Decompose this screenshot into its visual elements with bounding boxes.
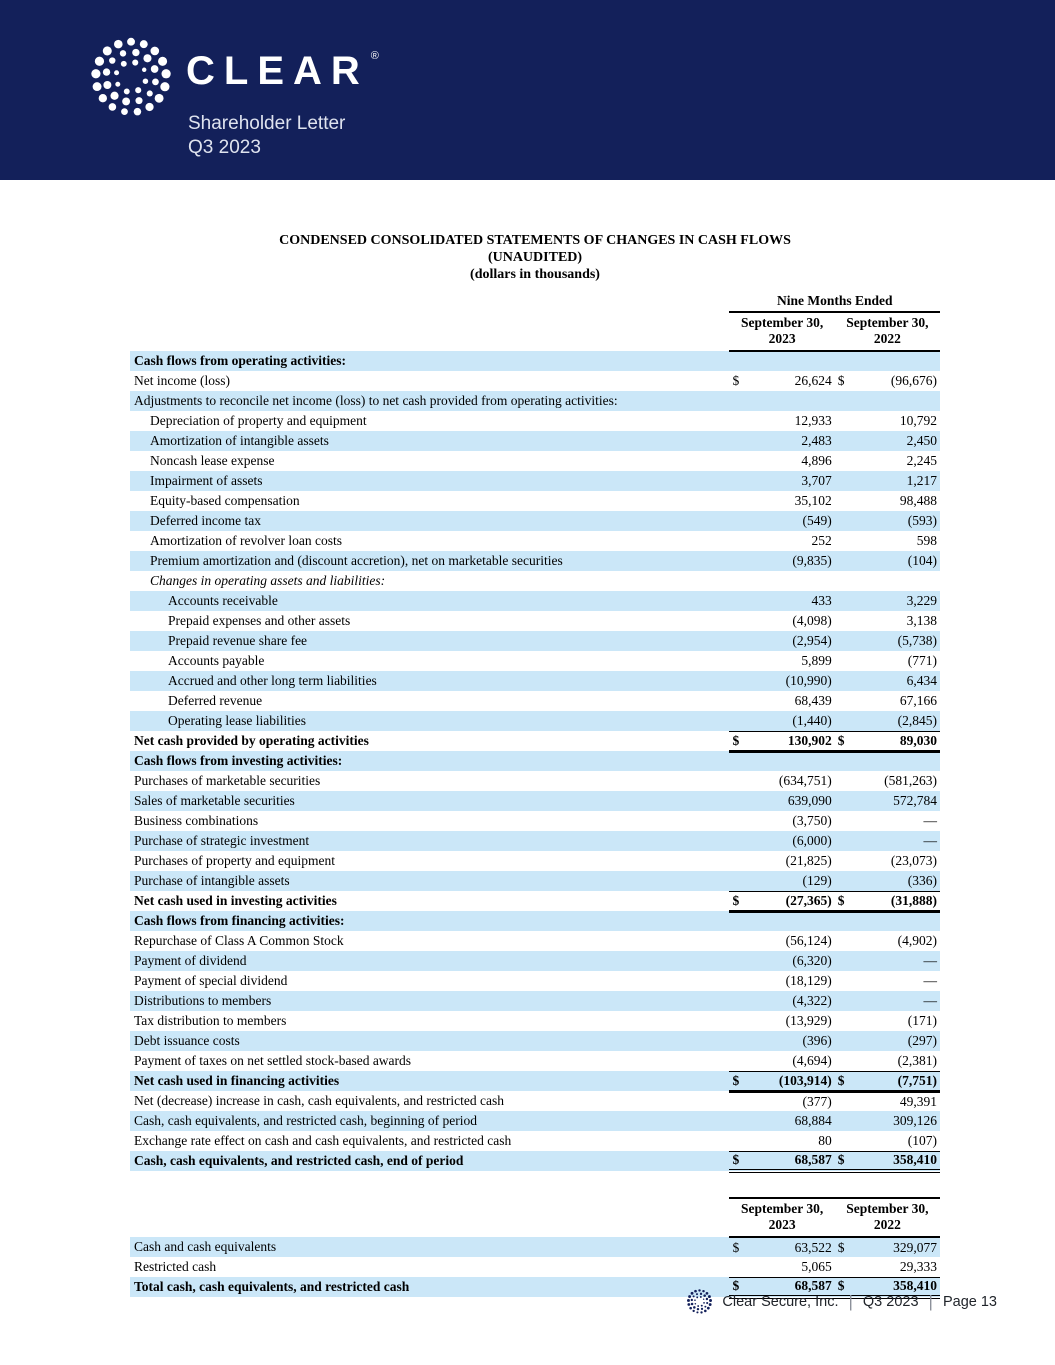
row-label: Restricted cash [134,1259,217,1274]
row-label: Payment of special dividend [134,973,288,988]
value-2023: 5,065 [801,1258,832,1274]
row-label: Purchases of marketable securities [134,773,321,788]
value-2023: (21,825) [785,853,832,868]
value-2023: (6,320) [792,953,832,968]
currency-cell-2023 [729,551,745,571]
value-2022: 358,410 [851,1277,940,1297]
table-row [130,851,940,871]
currency-cell-2022 [835,451,851,471]
table-row [130,1237,940,1257]
row-label: Purchases of property and equipment [134,853,335,868]
row-label: Equity-based compensation [150,493,300,508]
currency-cell-2022 [835,651,851,671]
value-2023: (4,694) [792,1052,832,1068]
value-2023 [746,571,835,591]
currency-cell-2022 [835,871,851,891]
value-2022 [851,351,940,371]
column-header-2022: September 30, 2022 [835,1198,940,1237]
value-2022 [851,391,940,411]
value-2022: 329,077 [893,1239,937,1255]
value-2023: (6,000) [792,833,832,848]
currency-cell-2023 [729,1051,745,1071]
value-2023: (549) [802,513,832,528]
value-2022: 29,333 [899,1258,937,1274]
currency-cell-2023 [729,471,745,491]
table-row [130,751,940,771]
row-label: Net (decrease) increase in cash, cash equivalents, and restricted cash [134,1093,504,1108]
brand-band [0,0,1055,180]
currency-cell-2023 [729,491,745,511]
value-2023: 63,522 [794,1239,832,1255]
table-row [130,691,940,711]
currency-cell-2023 [729,991,745,1011]
column-header-row [130,1198,940,1237]
currency-cell-2023 [729,1091,745,1111]
row-label: Cash and cash equivalents [134,1239,277,1254]
currency-cell-2022 [835,411,851,431]
value-2022: (107) [907,1132,937,1148]
statement-title [130,180,940,283]
row-label: Payment of taxes on net settled stock-based awards [134,1053,412,1068]
value-2022: (171) [907,1013,937,1028]
table-row [130,971,940,991]
currency-cell-2023 [729,1111,745,1131]
table-row [130,1131,940,1151]
value-2022: — [923,953,937,968]
title-line-2: (UNAUDITED) [487,250,583,265]
footer-separator: | [848,1291,853,1311]
value-2022: (5,738) [897,633,937,648]
row-label: Cash flows from financing activities: [134,913,345,928]
value-2022: (7,751) [851,1071,940,1091]
row-label: Cash, cash equivalents, and restricted cash, beginning of period [134,1113,478,1128]
row-label: Business combinations [134,813,259,828]
row-label: Deferred revenue [168,693,263,708]
currency-cell-2022 [835,571,851,591]
currency-cell-2022 [835,831,851,851]
value-2023: (56,124) [785,933,832,948]
value-2022: (23,073) [890,853,937,868]
currency-cell-2023 [729,951,745,971]
row-label: Sales of marketable securities [134,793,295,808]
value-2022: (297) [907,1033,937,1048]
value-2022: 98,488 [899,493,937,508]
spacer-cell [130,1198,729,1237]
value-2023: (634,751) [778,773,832,788]
value-2023: (18,129) [785,973,832,988]
title-line-1: CONDENSED CONSOLIDATED STATEMENTS OF CHANGES IN CASH FLOWS [279,233,791,248]
table-row [130,771,940,791]
currency-cell-2022 [835,631,851,651]
row-label: Cash, cash equivalents, and restricted cash, end of period [134,1153,464,1168]
value-2023: 68,587 [746,1277,835,1297]
table-row [130,1071,940,1091]
table-row [130,551,940,571]
value-2023: 433 [811,593,832,608]
value-2023: (1,440) [792,712,832,728]
brand-wordmark [186,48,379,94]
value-2023: (129) [802,872,832,888]
table-row [130,651,940,671]
currency-cell-2022 [835,1031,851,1051]
table-row [130,931,940,951]
row-label: Purchase of intangible assets [134,873,290,888]
row-label: Payment of dividend [134,953,247,968]
value-2023: (4,322) [792,993,832,1008]
currency-cell-2022 [835,691,851,711]
row-label: Amortization of revolver loan costs [150,533,342,548]
row-label: Cash flows from investing activities: [134,753,343,768]
value-2023: (3,750) [792,813,832,828]
currency-cell-2022 [835,471,851,491]
currency-cell-2022 [835,1257,851,1277]
currency-cell-2023 [729,611,745,631]
spacer-cell [130,292,729,312]
value-2022: 1,217 [906,473,937,488]
table-row [130,891,940,911]
table-row [130,371,940,391]
currency-cell-2023 [729,711,745,731]
value-2023: 68,884 [794,1113,832,1128]
currency-cell-2022 [835,591,851,611]
row-label: Impairment of assets [150,473,263,488]
value-2022: 358,410 [851,1151,940,1171]
footer-company: Clear Secure, Inc. [722,1293,839,1310]
value-2023: (396) [802,1033,832,1048]
currency-cell-2023 [729,671,745,691]
row-label: Adjustments to reconcile net income (loss) to net cash provided from operating activities: [134,393,618,408]
value-2023: (27,365) [746,891,835,911]
table-row [130,531,940,551]
row-label: Changes in operating assets and liabilities: [150,573,386,588]
currency-cell-2022 [835,991,851,1011]
table-row [130,511,940,531]
table-row [130,791,940,811]
row-label: Net income (loss) [134,373,230,388]
row-label: Operating lease liabilities [168,713,306,728]
value-2022: (593) [907,513,937,528]
column-header-row [130,312,940,351]
row-label: Cash flows from operating activities: [134,353,346,368]
currency-cell-2022 [835,511,851,531]
currency-cell-2023 [729,651,745,671]
row-label: Net cash provided by operating activities [134,733,369,748]
value-2023: 35,102 [794,493,832,508]
row-label: Accounts receivable [168,593,278,608]
currency-cell-2023 [729,531,745,551]
column-header-2023: September 30, 2023 [729,1198,834,1237]
currency-cell-2023 [729,771,745,791]
footer-page-number: Page 13 [942,1293,997,1310]
currency-cell-2022 [835,491,851,511]
row-label: Prepaid expenses and other assets [168,613,351,628]
currency-cell-2023 [729,451,745,471]
currency-cell-2022: $ [835,731,851,751]
currency-cell-2022 [835,811,851,831]
value-2022: 2,245 [906,453,937,468]
row-label: Exchange rate effect on cash and cash equivalents, and restricted cash [134,1133,512,1148]
table-row [130,631,940,651]
value-2023: 4,896 [801,453,832,468]
value-2022: 89,030 [851,731,940,751]
currency-cell-2023 [729,911,745,931]
row-label: Net cash used in investing activities [134,893,337,908]
value-2022: (2,845) [897,712,937,728]
value-2023: 68,439 [794,693,832,708]
currency-cell-2022 [835,911,851,931]
currency-cell-2022 [835,711,851,731]
currency-cell-2022 [835,1091,851,1111]
row-label: Deferred income tax [150,513,261,528]
currency-cell-2023: $ [732,373,740,388]
row-label: Debt issuance costs [134,1033,240,1048]
currency-cell-2023 [729,751,745,771]
table-row [130,1111,940,1131]
span-header-row [130,292,940,312]
row-label: Net cash used in financing activities [134,1073,340,1088]
table-row [130,911,940,931]
currency-cell-2022 [835,391,851,411]
value-2023: 252 [811,533,832,548]
table-row [130,991,940,1011]
row-label: Purchase of strategic investment [134,833,310,848]
currency-cell-2022 [835,1111,851,1131]
currency-cell-2023 [729,691,745,711]
value-2022: — [923,833,937,848]
currency-cell-2022: $ [835,891,851,911]
currency-cell-2023 [729,1257,745,1277]
table-row [130,391,940,411]
value-2022: (4,902) [897,933,937,948]
currency-cell-2022: $ [837,373,845,388]
row-label: Premium amortization and (discount accretion), net on marketable securities [150,553,563,568]
currency-cell-2022 [835,351,851,371]
registered-trademark: ® [370,50,379,62]
value-2023: (103,914) [746,1071,835,1091]
currency-cell-2023: $ [729,1151,745,1171]
table-row [130,591,940,611]
table-row [130,1031,940,1051]
row-label: Total cash, cash equivalents, and restricted cash [134,1279,410,1294]
page-footer [686,1288,997,1315]
value-2023: (4,098) [792,613,832,628]
value-2022 [851,751,940,771]
table-row [130,671,940,691]
value-2022: 3,138 [906,613,937,628]
value-2023: 80 [818,1132,832,1148]
currency-cell-2023 [729,351,745,371]
currency-cell-2023 [729,571,745,591]
value-2023: 26,624 [794,373,832,388]
value-2023: 5,899 [801,653,832,668]
currency-cell-2022 [835,771,851,791]
value-2023 [746,351,835,371]
currency-cell-2023 [729,851,745,871]
currency-cell-2022: $ [835,1151,851,1171]
row-label: Tax distribution to members [134,1013,287,1028]
table-row [130,471,940,491]
table-row [130,1091,940,1111]
row-label: Noncash lease expense [150,453,275,468]
value-2022: 3,229 [906,593,937,608]
table-row [130,731,940,751]
value-2023: 3,707 [801,473,832,488]
value-2022: — [923,993,937,1008]
row-label: Accounts payable [168,653,265,668]
currency-cell-2023 [729,1131,745,1151]
table-row [130,571,940,591]
currency-cell-2023 [729,431,745,451]
table-row [130,831,940,851]
currency-cell-2023: $ [729,1071,745,1091]
cash-flow-table [130,292,940,1173]
currency-cell-2023 [729,1011,745,1031]
column-header-2023: September 30, 2023 [729,312,834,351]
row-label: Amortization of intangible assets [150,433,329,448]
table-row [130,951,940,971]
table-row [130,1011,940,1031]
value-2022: 10,792 [899,413,937,428]
table-row [130,1051,940,1071]
subtitle-line-2: Q3 2023 [188,137,261,158]
row-label: Accrued and other long term liabilities [168,673,377,688]
currency-cell-2023 [729,971,745,991]
currency-cell-2023: $ [729,731,745,751]
currency-cell-2022 [835,531,851,551]
currency-cell-2022 [835,431,851,451]
value-2023 [746,751,835,771]
value-2022: (771) [907,653,937,668]
table-row [130,1257,940,1277]
currency-cell-2023: $ [729,891,745,911]
spacer-cell [130,312,729,351]
currency-cell-2022 [835,1051,851,1071]
value-2023 [746,391,835,411]
currency-cell-2023 [729,591,745,611]
currency-cell-2023 [729,391,745,411]
table-row [130,811,940,831]
currency-cell-2023 [729,791,745,811]
row-label: Depreciation of property and equipment [150,413,367,428]
value-2022: 6,434 [906,673,937,688]
table-row [130,871,940,891]
table-row [130,351,940,371]
value-2023: 639,090 [787,793,832,808]
value-2022 [851,571,940,591]
row-label: Repurchase of Class A Common Stock [134,933,344,948]
table-row [130,411,940,431]
currency-cell-2022: $ [837,1239,845,1255]
table-row [130,711,940,731]
currency-cell-2023 [729,631,745,651]
clear-footer-logo-icon [686,1288,713,1315]
row-label: Distributions to members [134,993,272,1008]
currency-cell-2023: $ [729,1277,745,1297]
currency-cell-2022 [835,791,851,811]
currency-cell-2023 [729,1031,745,1051]
currency-cell-2022 [835,1011,851,1031]
value-2023: (10,990) [785,673,832,688]
value-2023: (9,835) [792,553,832,568]
value-2022: (104) [907,553,937,568]
table-row [130,431,940,451]
value-2023: 2,483 [801,433,832,448]
value-2023 [746,911,835,931]
currency-cell-2022 [835,551,851,571]
value-2023: (377) [802,1093,832,1109]
currency-cell-2022 [835,951,851,971]
value-2022: (581,263) [884,773,937,788]
value-2022: (31,888) [851,891,940,911]
value-2022: 49,391 [899,1093,937,1109]
currency-cell-2023 [729,831,745,851]
value-2023: 12,933 [794,413,832,428]
value-2022: (336) [907,872,937,888]
table-row [130,491,940,511]
table-row [130,1151,940,1171]
value-2022: 598 [916,533,937,548]
currency-cell-2022 [835,971,851,991]
currency-cell-2023 [729,811,745,831]
statement-content [130,180,940,1299]
brand-name: CLEAR [186,49,369,93]
footer-separator: | [928,1291,933,1311]
currency-cell-2023: $ [732,1239,740,1255]
currency-cell-2022 [835,671,851,691]
value-2022: 67,166 [899,693,937,708]
currency-cell-2022 [835,851,851,871]
title-line-3: (dollars in thousands) [470,267,600,282]
footer-period: Q3 2023 [862,1293,919,1310]
currency-cell-2022: $ [835,1071,851,1091]
value-2022: 2,450 [906,433,937,448]
value-2023: (13,929) [785,1013,832,1028]
subtitle-line-1: Shareholder Letter [188,113,346,134]
value-2022: 309,126 [893,1113,937,1128]
value-2022: — [923,973,937,988]
currency-cell-2023 [729,511,745,531]
cash-composition-table [130,1197,940,1299]
value-2023: (2,954) [792,633,832,648]
currency-cell-2023 [729,871,745,891]
value-2022: 572,784 [893,793,937,808]
currency-cell-2022 [835,1131,851,1151]
row-label: Prepaid revenue share fee [168,633,308,648]
value-2022: (96,676) [890,373,937,388]
currency-cell-2022 [835,751,851,771]
clear-logo-icon [88,34,174,120]
currency-cell-2023 [729,931,745,951]
value-2023: 68,587 [746,1151,835,1171]
table-row [130,451,940,471]
currency-cell-2023 [729,411,745,431]
column-header-2022: September 30, 2022 [835,312,940,351]
table-row [130,611,940,631]
value-2022 [851,911,940,931]
value-2022: — [923,813,937,828]
document-subtitle [188,112,345,160]
span-header: Nine Months Ended [729,292,940,312]
currency-cell-2022 [835,931,851,951]
currency-cell-2022 [835,611,851,631]
value-2023: 130,902 [746,731,835,751]
value-2022: (2,381) [897,1052,937,1068]
currency-cell-2022: $ [835,1277,851,1297]
